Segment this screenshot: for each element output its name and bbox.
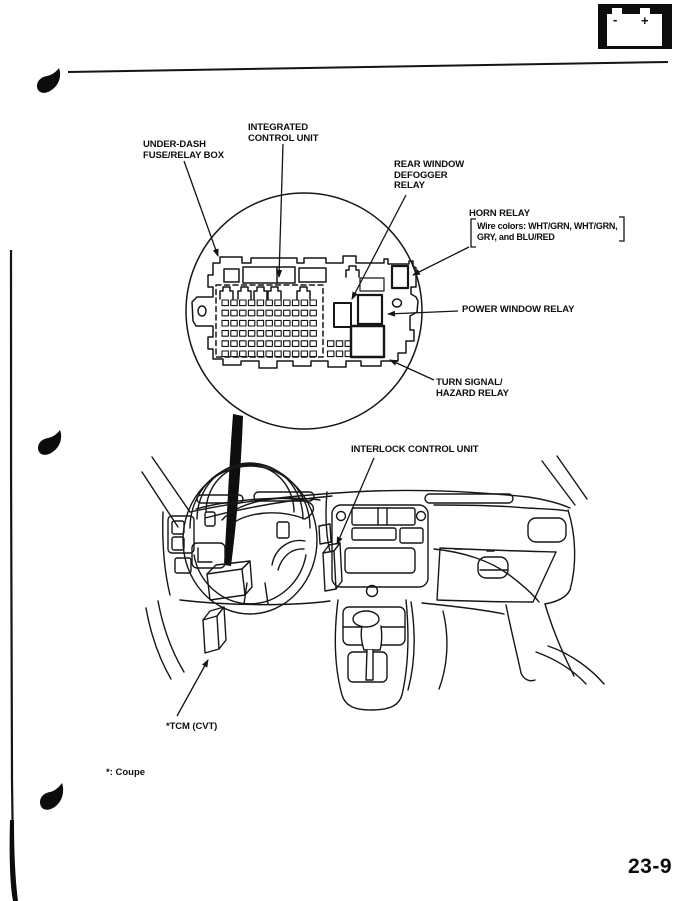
icu-leader: [279, 144, 283, 277]
page-edge-line: [10, 250, 18, 901]
coupe-footnote: *: Coupe: [106, 767, 146, 778]
label-line: TURN SIGNAL/: [436, 377, 503, 388]
horn-relay-label: [469, 209, 530, 220]
turn-hazard-relay-shape: [351, 326, 384, 357]
fuse-grid: [222, 300, 352, 357]
radio-slot: [352, 508, 415, 525]
under-dash-fuse-relay-box-label: [143, 140, 224, 161]
shifter-boot: [361, 626, 381, 650]
fuse-box-inset: [186, 193, 422, 429]
connector: [224, 269, 239, 282]
power-window-relay-label: [462, 305, 574, 316]
page-number: 23-9: [628, 855, 673, 878]
tweeter-vent: [528, 518, 566, 542]
label-line: INTEGRATED: [248, 122, 309, 133]
under-dash-leader: [184, 161, 218, 256]
label-line: CONTROL UNIT: [248, 132, 319, 144]
glove-box: [437, 548, 556, 602]
connector: [346, 266, 359, 277]
horn-relay-shape: [392, 266, 408, 288]
label-line: UNDER-DASH: [143, 139, 206, 150]
defogger-leader: [352, 195, 406, 299]
label-line: Wire colors: WHT/GRN, WHT/GRN,: [477, 221, 618, 231]
binder-mark: [40, 783, 63, 810]
label-line: POWER WINDOW RELAY: [462, 304, 575, 315]
knee-bolster: [180, 600, 330, 605]
castle-connectors: [220, 287, 310, 299]
label-line: FUSE/RELAY BOX: [143, 149, 224, 161]
icu-connector: [243, 267, 295, 283]
label-line: RELAY: [394, 180, 425, 191]
horn-relay-wire-colors: [477, 221, 617, 243]
mount-hole-left: [198, 306, 206, 316]
binder-marks: [37, 68, 63, 810]
mount-hole-right: [393, 299, 402, 307]
label-line: INTERLOCK CONTROL UNIT: [351, 444, 479, 455]
center-stack: [332, 505, 428, 597]
connector: [299, 268, 326, 282]
connector: [360, 278, 384, 291]
horn-bracket-right: [619, 217, 624, 241]
label-line: HAZARD RELAY: [436, 387, 509, 399]
dashboard-drawing: [142, 456, 604, 710]
horn-leader: [413, 247, 469, 275]
label-line: REAR WINDOW: [394, 159, 465, 170]
label-line: DEFOGGER: [394, 169, 448, 181]
rear-window-defogger-relay-label: [394, 160, 464, 192]
power-window-relay-shape: [358, 295, 382, 324]
binder-mark: [38, 430, 61, 455]
turn-hazard-leader: [390, 360, 434, 380]
center-console: [335, 600, 408, 710]
shifter-knob: [353, 611, 379, 627]
label-line: *TCM (CVT): [166, 721, 218, 732]
under-dash-box-location: [207, 561, 252, 600]
interlock-leader: [337, 458, 374, 544]
inset-pointer: [224, 414, 243, 566]
left-a-pillar: [152, 457, 190, 512]
battery-minus: -: [613, 12, 618, 27]
interlock-control-unit-label: [351, 445, 478, 456]
rear-defogger-relay-shape: [334, 303, 351, 327]
integrated-control-unit-label: [248, 123, 318, 144]
top-rule: [68, 62, 668, 72]
tcm-label: [166, 722, 217, 733]
right-a-pillar: [542, 461, 575, 505]
turn-signal-hazard-relay-label: [436, 378, 509, 399]
label-line: HORN RELAY: [469, 208, 530, 219]
inset-circle: [186, 193, 422, 429]
battery-plus: +: [641, 13, 649, 28]
power-window-leader: [388, 311, 458, 314]
steering-wheel: [183, 463, 317, 614]
shifter-stem: [366, 650, 373, 680]
horn-bracket-left: [471, 219, 476, 247]
vent: [425, 494, 513, 503]
tcm-box: [203, 607, 226, 653]
binder-mark: [37, 68, 60, 93]
label-line: GRY, and BLU/RED: [477, 232, 555, 242]
hvac-opening: [345, 548, 415, 573]
battery-icon: [598, 4, 672, 49]
